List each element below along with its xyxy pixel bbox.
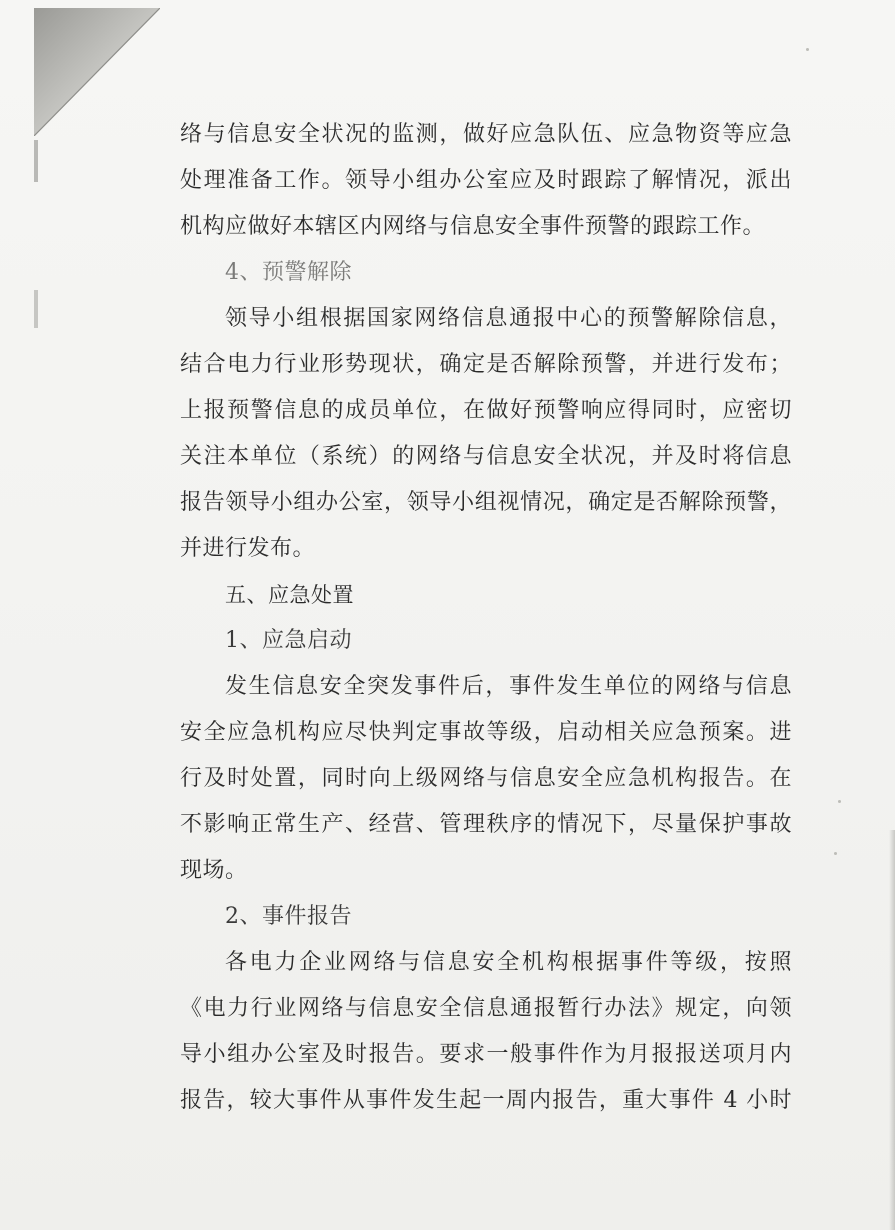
body-text-line: 发生信息安全突发事件后，事件发生单位的网络与信息: [225, 674, 792, 699]
body-text-line: 领导小组根据国家网络信息通报中心的预警解除信息，: [225, 306, 792, 331]
body-text-line: 上报预警信息的成员单位，在做好预警响应得同时，应密切: [180, 398, 792, 423]
section-subheading: 4、预警解除: [225, 260, 352, 285]
body-text-line: 报告领导小组办公室，领导小组视情况，确定是否解除预警，: [180, 490, 792, 515]
scan-speck: [834, 852, 837, 855]
right-edge-shadow: [889, 830, 895, 1230]
body-text-line: 《电力行业网络与信息安全信息通报暂行办法》规定，向领: [180, 996, 792, 1021]
body-text-line: 关注本单位（系统）的网络与信息安全状况，并及时将信息: [180, 444, 792, 469]
document-body: [180, 112, 792, 1124]
body-text-line: 络与信息安全状况的监测，做好应急队伍、应急物资等应急: [180, 122, 792, 147]
body-text-line: 并进行发布。: [180, 536, 316, 561]
body-text-line: 机构应做好本辖区内网络与信息安全事件预警的跟踪工作。: [180, 214, 766, 239]
left-edge-scan-mark: [34, 290, 38, 328]
page-corner-fold: [34, 8, 160, 136]
body-text-line: 结合电力行业形势现状，确定是否解除预警，并进行发布；: [180, 352, 792, 377]
body-text-line: 现场。: [180, 858, 248, 883]
section-subheading: 2、事件报告: [225, 904, 352, 929]
body-text-line: 行及时处置，同时向上级网络与信息安全应急机构报告。在: [180, 766, 792, 791]
section-subheading: 1、应急启动: [225, 628, 352, 653]
body-text-line: 安全应急机构应尽快判定事故等级，启动相关应急预案。进: [180, 720, 792, 745]
scan-speck: [838, 800, 841, 803]
scan-speck: [806, 48, 809, 51]
left-edge-scan-mark: [34, 140, 38, 182]
body-text-line: 导小组办公室及时报告。要求一般事件作为月报报送项月内: [180, 1042, 792, 1067]
body-text-line: 不影响正常生产、经营、管理秩序的情况下，尽量保护事故: [180, 812, 792, 837]
body-text-line: 处理准备工作。领导小组办公室应及时跟踪了解情况，派出: [180, 168, 792, 193]
section-heading: 五、应急处置: [225, 583, 354, 607]
body-text-line: 各电力企业网络与信息安全机构根据事件等级，按照: [225, 950, 792, 975]
body-text-line: 报告，较大事件从事件发生起一周内报告，重大事件 4 小时: [180, 1088, 792, 1113]
